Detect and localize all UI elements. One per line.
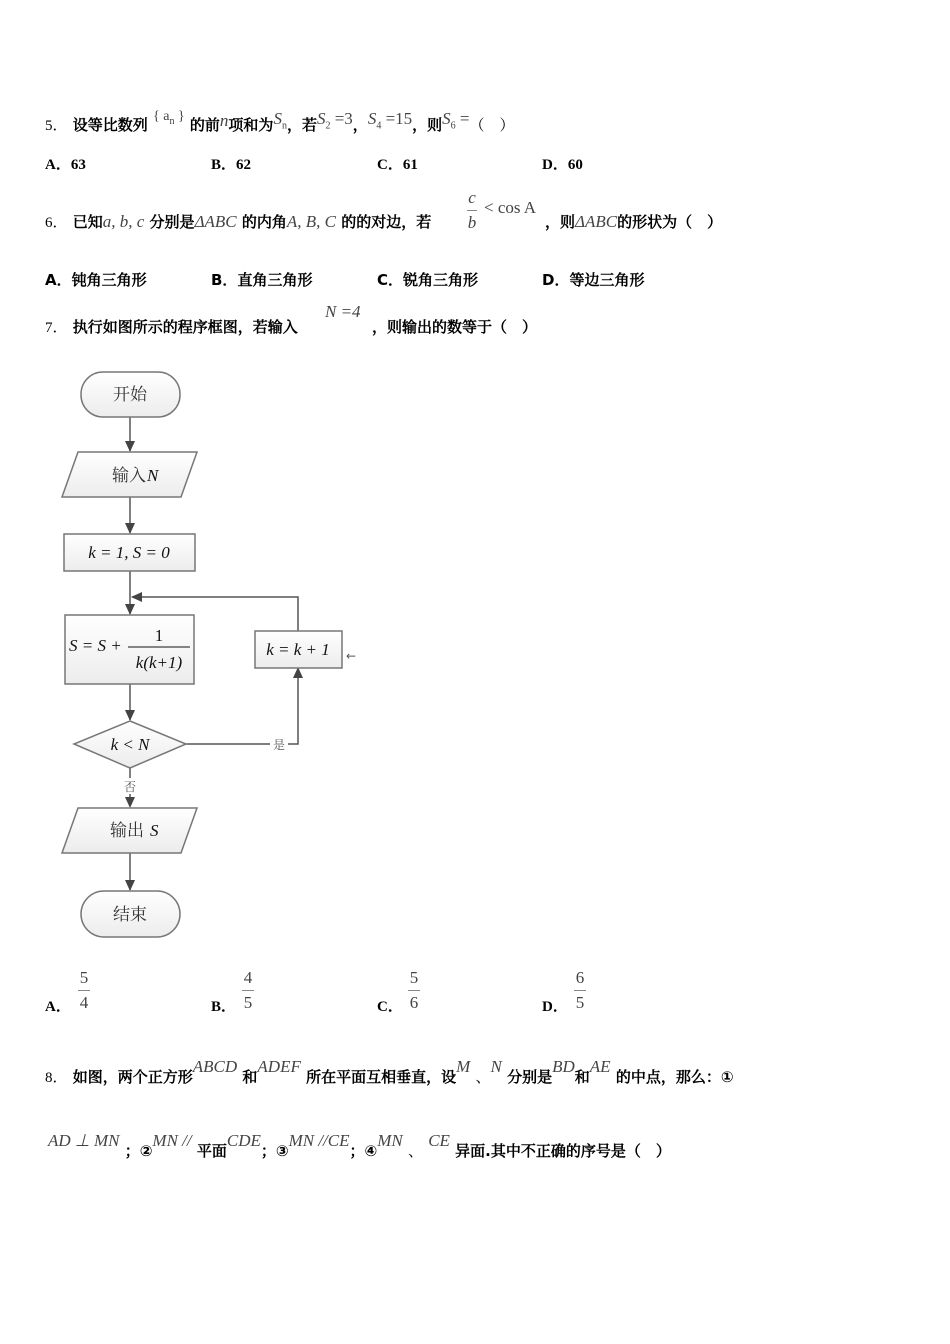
option-a[interactable]: A．63 <box>45 157 86 173</box>
svg-text:输出: 输出 <box>110 821 144 841</box>
math-sequence: { $a_n$ } <box>153 109 185 127</box>
option-d[interactable]: D． 6 5 <box>542 968 585 1015</box>
svg-text:否: 否 <box>123 780 137 794</box>
svg-text:←: ← <box>346 649 357 663</box>
math-CE: CE <box>428 1131 450 1150</box>
math-ADEF: ADEF <box>257 1057 301 1076</box>
math-S4: $S_4 =15$ <box>367 109 413 132</box>
stem-text: ， <box>352 116 368 134</box>
question-8-line-1: 8． 如图，两个正方形ABCD 和ADEF 所在平面互相垂直，设M 、N 分别是BD和AE 的中点，那么：① <box>45 1057 734 1086</box>
question-6-stem-tail: ，则ΔABC的形状为（ ） <box>545 212 723 231</box>
math-BD: BD <box>552 1057 575 1076</box>
math-fraction-c-b: $\frac{c}{b}$ <box>467 188 477 232</box>
question-number: 5． <box>45 118 68 134</box>
stem-text: 分别是 <box>149 213 195 231</box>
option-b[interactable]: B． 4 5 <box>211 968 253 1015</box>
stem-text: 的前 <box>189 116 220 134</box>
stem-text: ，则输出的数等于（ ） <box>372 318 538 336</box>
svg-text:k(k+1): k(k+1) <box>135 653 183 672</box>
svg-text:1: 1 <box>154 626 164 645</box>
svg-text:开始: 开始 <box>113 385 147 405</box>
question-number: 8． <box>45 1070 68 1086</box>
math-statement-3: MN //CE <box>288 1131 350 1150</box>
stem-text: 已知 <box>72 213 103 231</box>
option-c[interactable]: C．锐角三角形 <box>377 271 479 289</box>
math-M: M <box>456 1057 471 1076</box>
math-CDE: CDE <box>226 1131 261 1150</box>
flowchart-output <box>62 808 197 853</box>
stem-text: 设等比数列 <box>72 116 148 134</box>
flowchart-increment <box>255 631 356 668</box>
svg-text:k = k + 1: k = k + 1 <box>266 640 330 659</box>
question-8-line-2: AD ⊥ MN ；②MN // 平面CDE；③MN //CE；④MN 、 CE 异面.其中不正确的序号是（ ） <box>48 1131 671 1160</box>
svg-text:输入: 输入 <box>112 466 146 486</box>
option-d[interactable]: D．等边三角形 <box>542 271 645 289</box>
flowchart-decision <box>74 721 288 794</box>
svg-text:结束: 结束 <box>113 905 147 925</box>
stem-text: ，则 <box>412 116 443 134</box>
flowchart-init <box>64 534 195 571</box>
svg-text:S = S +: S = S + <box>69 636 122 655</box>
flowchart <box>0 0 400 960</box>
math-angles: A, B, C <box>286 212 337 231</box>
math-S2: $S_2 =3$ <box>316 109 353 132</box>
math-statement-1: AD ⊥ MN <box>48 1131 120 1150</box>
stem-text: 项和为 <box>228 116 274 134</box>
stem-text: ，若 <box>286 116 317 134</box>
option-a[interactable]: A． 5 4 <box>45 968 89 1015</box>
svg-text:k < N: k < N <box>110 735 150 754</box>
stem-text: 的内角 <box>241 213 287 231</box>
math-n: n <box>219 111 229 130</box>
math-Sn: $S_n$ <box>273 109 287 132</box>
math-AE: AE <box>589 1057 611 1076</box>
math-inequality: < cos A <box>484 198 537 217</box>
question-number: 7． <box>45 320 68 336</box>
option-c[interactable]: C． 5 6 <box>377 968 419 1015</box>
stem-text: 执行如图所示的程序框图，若输入 <box>72 318 298 336</box>
option-a[interactable]: A．钝角三角形 <box>45 271 147 289</box>
option-b[interactable]: B．62 <box>211 157 252 173</box>
math-MN: MN <box>377 1131 403 1150</box>
math-abc: a, b, c <box>102 212 145 231</box>
flowchart-input <box>62 452 197 497</box>
option-b[interactable]: B．直角三角形 <box>211 271 313 289</box>
flowchart-start <box>81 372 180 417</box>
math-triangle: ΔABC <box>194 212 237 231</box>
option-c[interactable]: C．61 <box>377 157 418 173</box>
flowchart-end <box>81 891 180 937</box>
math-S6: $S_6$ = <box>442 109 470 132</box>
answer-paren: （ ） <box>469 116 515 134</box>
math-statement-2: MN // <box>152 1131 192 1150</box>
stem-text: 的的对边，若 <box>341 213 432 231</box>
flowchart-process <box>65 615 194 684</box>
svg-text:是: 是 <box>272 738 286 752</box>
svg-text:k = 1, S = 0: k = 1, S = 0 <box>88 543 170 562</box>
svg-text:N: N <box>147 466 159 485</box>
math-input: N =4 <box>325 302 361 321</box>
option-d[interactable]: D．60 <box>542 157 583 173</box>
math-N: N <box>490 1057 502 1076</box>
math-ABCD: ABCD <box>192 1057 238 1076</box>
question-number: 6． <box>45 215 68 231</box>
svg-text:S: S <box>150 821 159 840</box>
